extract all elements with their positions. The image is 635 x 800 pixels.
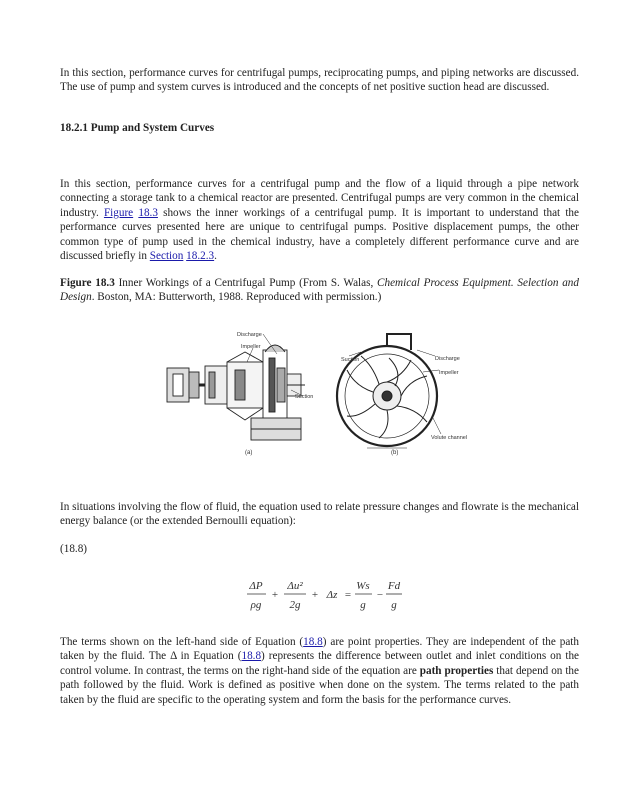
equation-ref-1[interactable]: 18.8 bbox=[303, 636, 323, 648]
centrifugal-pump-figure bbox=[165, 328, 475, 460]
para2-text-c: . bbox=[214, 250, 217, 263]
eq-minus: − bbox=[376, 589, 384, 601]
label-discharge-b: Discharge bbox=[435, 356, 460, 362]
caption-text-a: Inner Workings of a Centrifugal Pump (From S. Walas, bbox=[114, 277, 378, 289]
path-properties-term: path properties bbox=[419, 664, 494, 677]
label-discharge-a: Discharge bbox=[237, 332, 262, 338]
eq-term4-den: g bbox=[360, 599, 366, 611]
pump-curves-paragraph bbox=[60, 177, 579, 263]
label-impeller-b: Impeller bbox=[439, 370, 459, 376]
section-heading: 18.2.1 Pump and System Curves bbox=[60, 122, 215, 134]
figure-number-link[interactable]: 18.3 bbox=[138, 206, 158, 219]
eq-term2-num: Δu² bbox=[287, 580, 303, 592]
eq-term5-num: Fd bbox=[387, 580, 401, 592]
equation-label: (18.8) bbox=[60, 543, 88, 555]
label-panel-b: (b) bbox=[391, 450, 399, 456]
para4-text-b: ) are point properties. They are independent of the path taken by the fluid. The Δ in Equation ( bbox=[60, 636, 580, 663]
eq-term1-den: ρg bbox=[250, 599, 262, 611]
label-suction-a: Suction bbox=[295, 394, 314, 400]
para4-text-d: that depend on the path followed by the fluid. Work is defined as positive when done on the system. The terms related to the path taken by the fluid are specific to the operating system and form the basis for the performance curves. bbox=[60, 664, 579, 706]
eq-term1-num: ΔP bbox=[249, 580, 263, 592]
label-suction-b: Suction bbox=[341, 357, 360, 363]
terms-explanation-paragraph bbox=[60, 635, 579, 707]
book-title: Chemical Process Equipment. Selection and Design bbox=[60, 277, 579, 304]
bernoulli-equation bbox=[244, 573, 404, 617]
eq-equals: = bbox=[344, 589, 352, 601]
label-volute-channel: Volute channel bbox=[431, 435, 468, 441]
energy-balance-paragraph: In situations involving the flow of fluid, the equation used to relate pressure changes and flowrate is the mechanical energy balance (or the extended Bernoulli equation): bbox=[60, 501, 579, 528]
eq-plus-2: + bbox=[311, 589, 319, 601]
para2-text-b: shows the inner workings of a centrifugal pump. It is important to understand that the performance curves presented here are unique to centrifugal pumps. Positive displacement pumps, the other common type of pump used in the chemical industry, have a completely different performance curve and are discussed briefly in bbox=[60, 206, 579, 263]
section-number-link[interactable]: 18.2.3 bbox=[186, 250, 215, 263]
pump-volute-b bbox=[337, 334, 441, 448]
label-impeller-a: Impeller bbox=[241, 344, 261, 350]
intro-paragraph: In this section, performance curves for centrifugal pumps, reciprocating pumps, and piping networks are discussed. The use of pump and system curves is introduced and the concepts of net positive suction head are discussed. bbox=[60, 67, 579, 94]
eq-term4-num: Ws bbox=[356, 580, 370, 592]
caption-text-b: . Boston, MA: Butterworth, 1988. Reproduced with permission.) bbox=[91, 291, 382, 304]
para2-text-a: In this section, performance curves for a centrifugal pump and the flow of a liquid through a pipe network connecting a storage tank to a chemical reactor are presented. Centrifugal pumps are very common in the chemical industry. bbox=[60, 178, 579, 219]
equation-ref-2[interactable]: 18.8 bbox=[241, 650, 262, 663]
eq-term3: Δz bbox=[326, 589, 338, 601]
eq-plus-1: + bbox=[271, 589, 279, 601]
eq-term5-den: g bbox=[391, 599, 397, 611]
figure-caption-label: Figure 18.3 bbox=[60, 277, 115, 289]
pump-cross-section-a bbox=[167, 334, 305, 440]
label-panel-a: (a) bbox=[245, 450, 253, 456]
para4-text-a: The terms shown on the left-hand side of Equation ( bbox=[60, 636, 304, 648]
eq-term2-den: 2g bbox=[289, 599, 301, 611]
section-link[interactable]: Section bbox=[149, 250, 184, 263]
figure-link[interactable]: Figure bbox=[103, 206, 134, 219]
para4-text-c: ) represents the difference between outlet and inlet conditions on the control volume. In contrast, the terms on the right-hand side of the equation are bbox=[60, 650, 580, 677]
figure-caption bbox=[60, 276, 579, 305]
